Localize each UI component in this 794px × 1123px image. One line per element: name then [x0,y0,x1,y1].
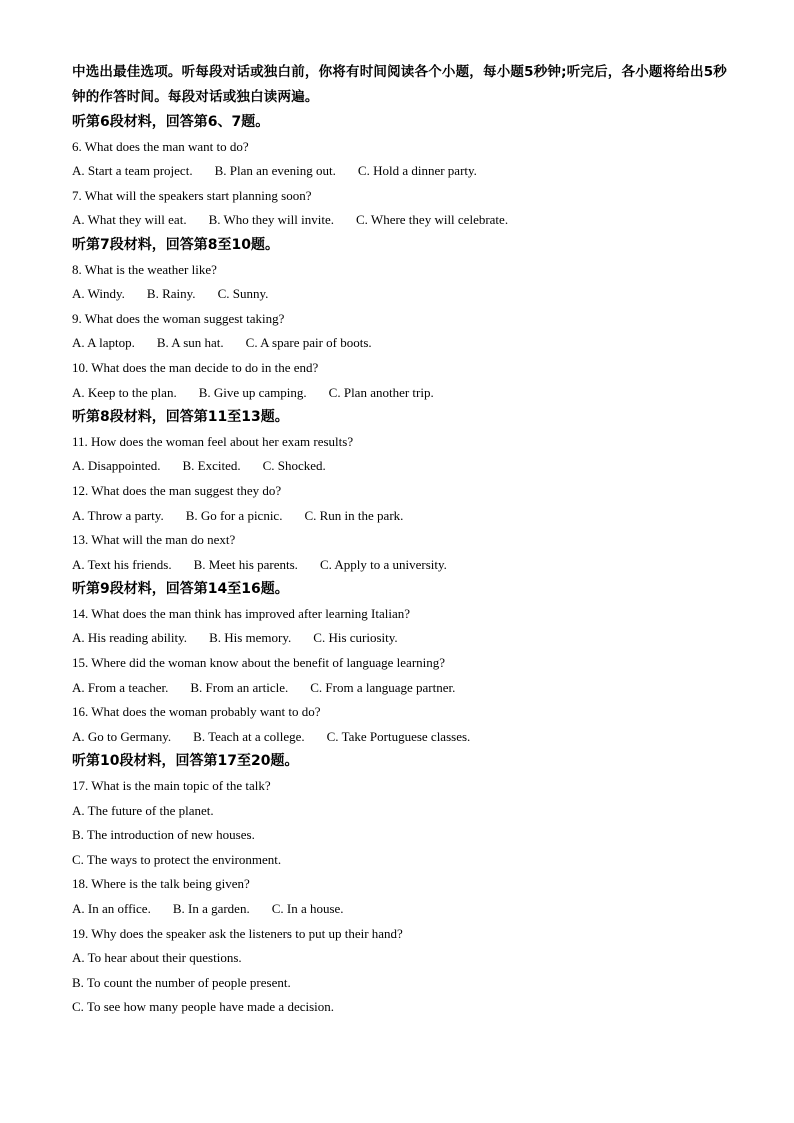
question-text: 6. What does the man want to do? [72,138,249,154]
answer-option: B. His memory. [209,630,292,646]
answer-option: C. His curiosity. [313,630,398,646]
answer-options-row [72,676,732,701]
question-text: 14. What does the man think has improved after learning Italian? [72,605,411,621]
answer-option: C. Apply to a university. [319,556,447,572]
question-text: 18. Where is the talk being given? [72,876,250,892]
answer-option: B. Give up camping. [198,384,307,400]
question-text: 16. What does the woman probably want to do? [72,704,321,720]
instructions-text: 中选出最佳选项。听每段对话或独白前，你将有时间阅读各个小题，每小题5秒钟;听完后，各小题将给出5秒钟的作答时间。每段对话或独白读两遍。 [72,64,727,105]
answer-option: C. Take Portuguese classes. [326,728,471,744]
section-heading: 听第8段材料，回答第11至13题。 [72,409,289,426]
answer-options-row [72,331,732,356]
answer-option: B. Meet his parents. [193,556,298,572]
question-text: 9. What does the woman suggest taking? [72,310,285,326]
section-heading: 听第10段材料，回答第17至20题。 [72,753,299,770]
question-text: 8. What is the weather like? [72,261,217,277]
question-text: 11. How does the woman feel about her exam results? [72,433,354,449]
answer-option: A. To hear about their questions. [72,950,242,966]
answer-options-row [72,553,732,578]
answer-options-row [72,208,732,233]
answer-option: C. Where they will celebrate. [355,212,509,228]
answer-option: B. Excited. [182,458,241,474]
answer-option: B. Go for a picnic. [185,507,283,523]
answer-option: C. Shocked. [262,458,326,474]
answer-options-row [72,725,732,750]
answer-options-row [72,626,732,651]
answer-options-row [72,159,732,184]
answer-option: C. Run in the park. [304,507,404,523]
answer-option: C. From a language partner. [310,679,456,695]
answer-option: C. To see how many people have made a decision. [72,999,335,1015]
answer-option: A. Keep to the plan. [72,384,177,400]
answer-option: C. Plan another trip. [328,384,434,400]
answer-option: A. In an office. [72,901,151,916]
listening-sections [72,110,732,1020]
answer-option: A. Disappointed. [72,458,161,474]
answer-options-row [72,381,732,406]
question-text: 10. What does the man decide to do in the end? [72,359,319,375]
answer-option: B. Plan an evening out. [214,163,336,179]
answer-options-row [72,282,732,307]
answer-option: A. From a teacher. [72,679,169,695]
answer-option: C. Hold a dinner party. [357,163,477,179]
answer-option: A. His reading ability. [72,630,188,646]
answer-option: A. Windy. [72,286,125,302]
question-text: 13. What will the man do next? [72,532,236,548]
answer-options-row [72,454,732,479]
answer-option: A. What they will eat. [72,212,187,228]
question-text: 12. What does the man suggest they do? [72,482,282,498]
exam-page [72,60,732,1020]
question-text: 7. What will the speakers start planning soon? [72,187,312,203]
answer-option: A. Start a team project. [72,163,193,179]
answer-option: A. Text his friends. [72,556,172,572]
answer-option: B. Teach at a college. [193,728,305,744]
answer-option: C. A spare pair of boots. [245,335,372,351]
section-heading: 听第7段材料，回答第8至10题。 [72,236,279,253]
answer-option: B. From an article. [190,679,289,695]
question-text: 15. Where did the woman know about the benefit of language learning? [72,655,446,671]
answer-option: B. Rainy. [146,286,196,302]
answer-option: A. A laptop. [72,335,135,351]
answer-option: C. In a house. [271,901,344,916]
question-text: 17. What is the main topic of the talk? [72,778,271,794]
answer-option: B. Who they will invite. [208,212,334,228]
answer-options-row [72,504,732,529]
answer-option: C. Sunny. [217,286,269,302]
answer-option: B. In a garden. [172,901,250,916]
section-heading: 听第9段材料，回答第14至16题。 [72,581,289,598]
section-heading: 听第6段材料，回答第6、7题。 [72,114,270,130]
answer-option: A. The future of the planet. [72,802,214,818]
answer-options-row [72,897,732,922]
answer-option: A. Go to Germany. [72,728,172,744]
answer-option: B. A sun hat. [156,335,224,351]
answer-option: A. Throw a party. [72,507,164,523]
answer-option: B. To count the number of people present. [72,974,291,990]
answer-option: B. The introduction of new houses. [72,827,255,843]
question-text: 19. Why does the speaker ask the listeners to put up their hand? [72,925,403,941]
answer-option: C. The ways to protect the environment. [72,851,282,867]
